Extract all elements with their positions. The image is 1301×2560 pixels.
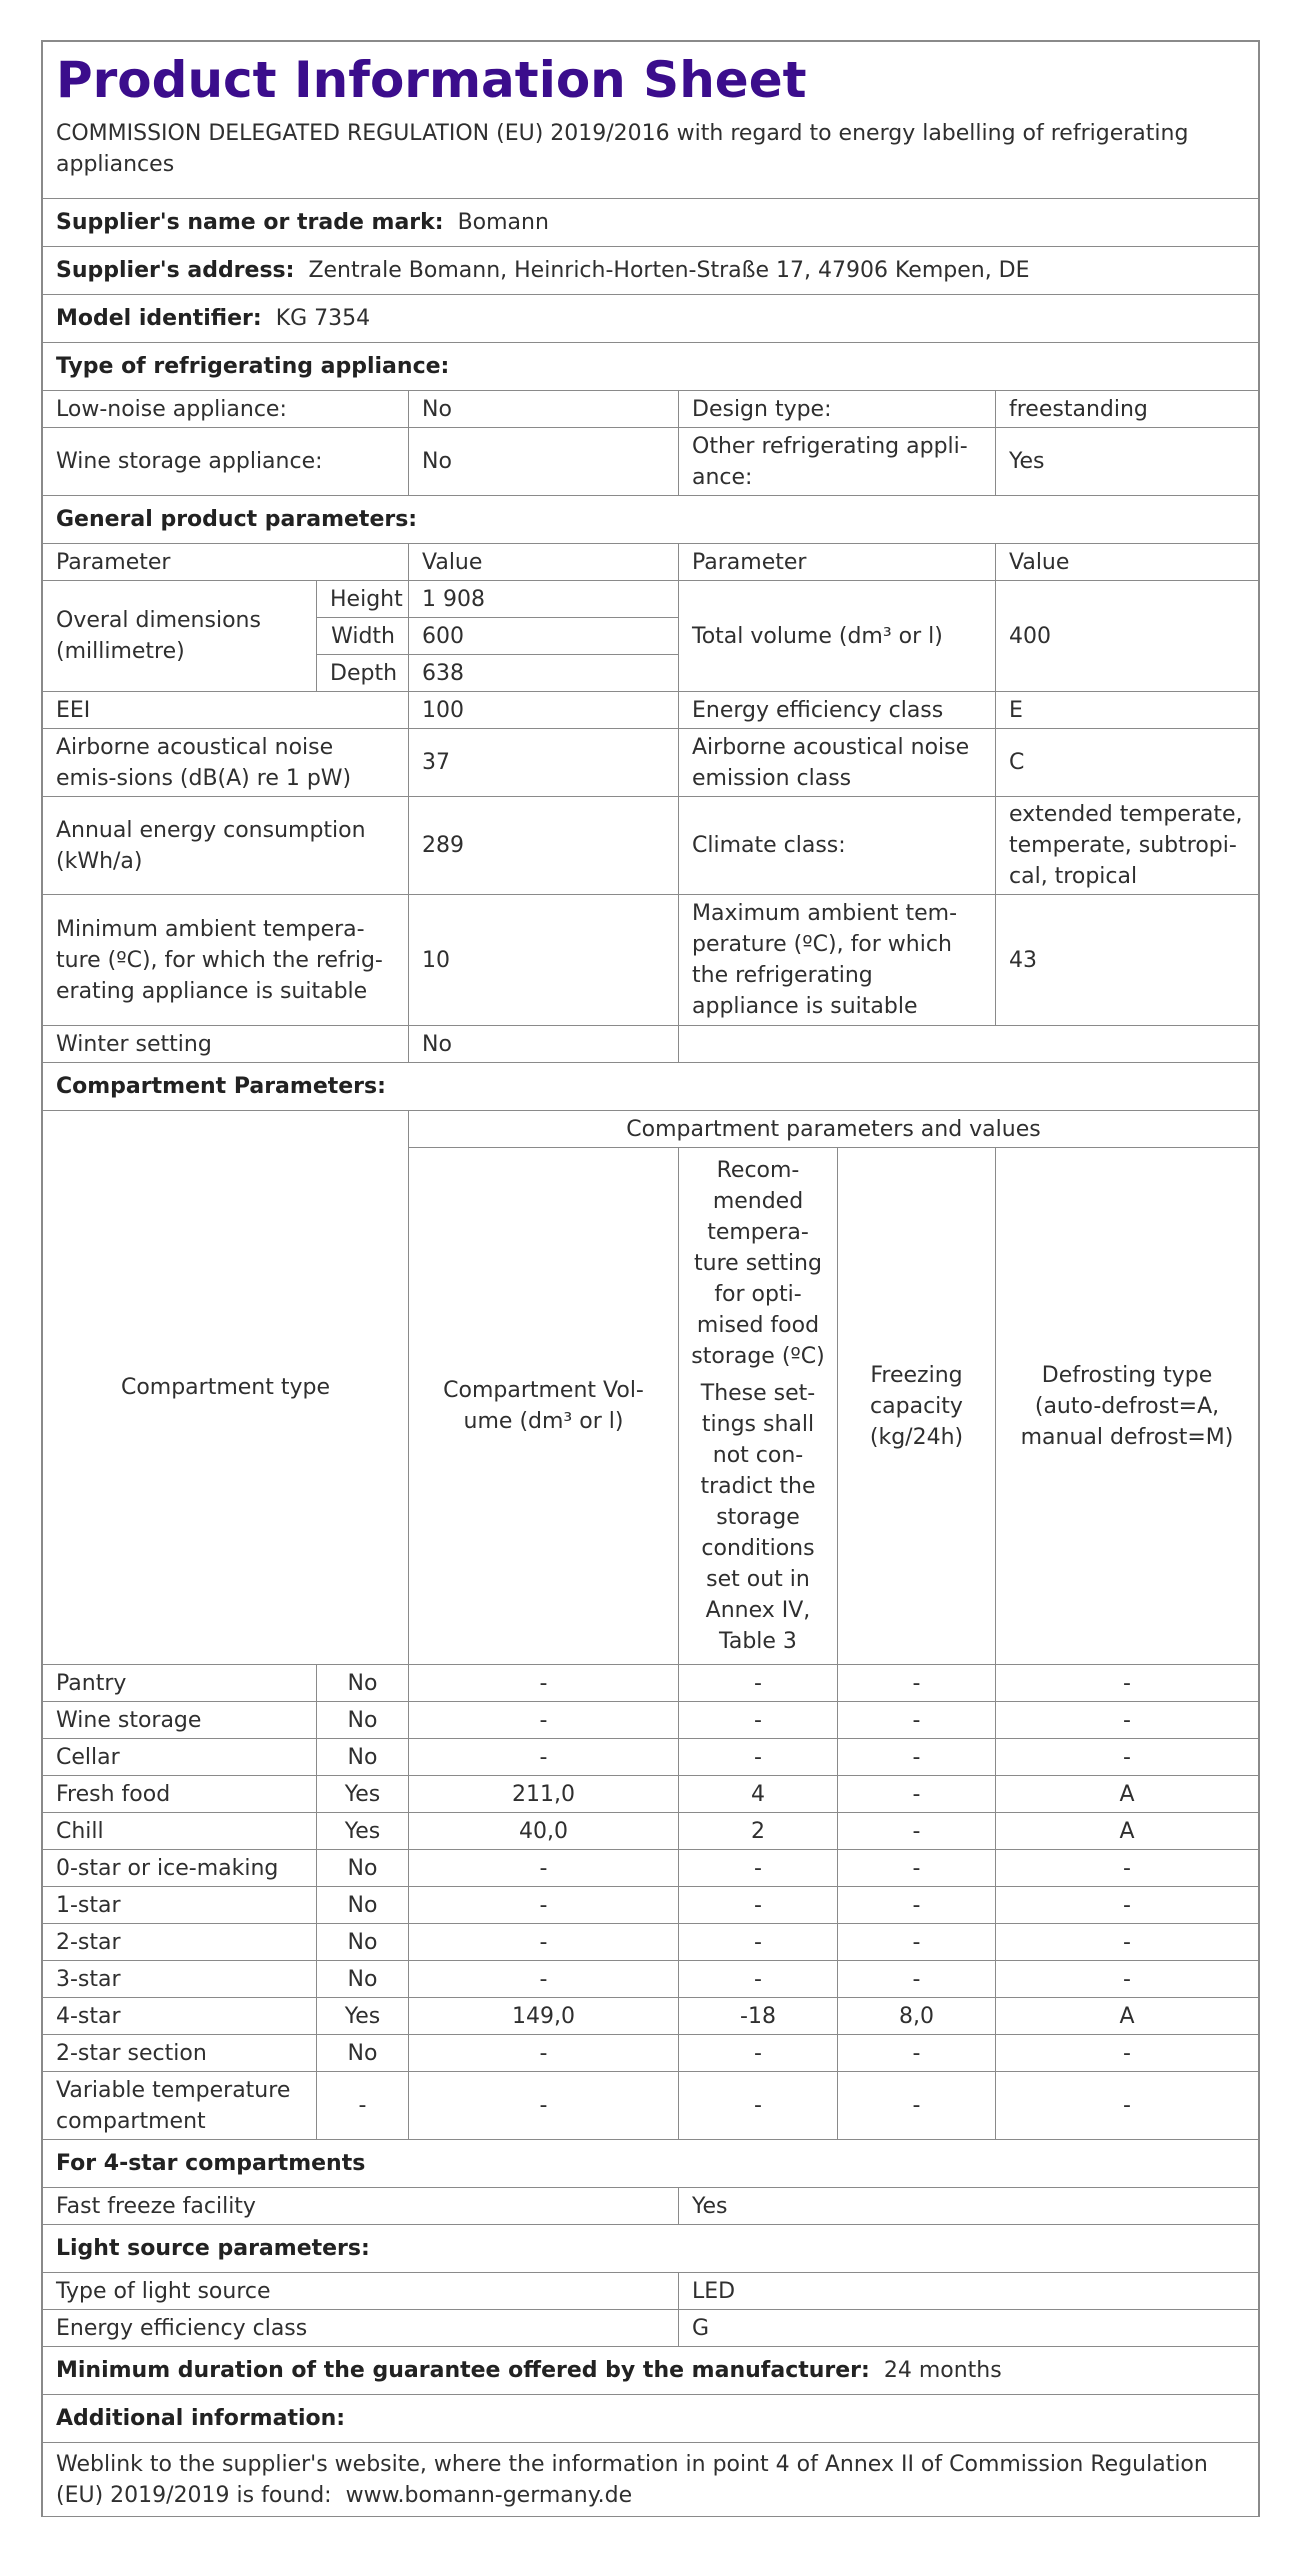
model-value: KG 7354 [275,306,371,331]
compartment-heading: Compartment Parameters: [43,1063,1259,1111]
compartment-defrost: - [996,1961,1259,1998]
supplier-row [43,199,1259,247]
compartment-name: Pantry [43,1665,317,1702]
winter-setting-value: No [409,1026,679,1063]
compartment-freezing: 8,0 [838,1998,996,2035]
compartment-row [43,1850,1259,1887]
compartment-row [43,1887,1259,1924]
compartment-volume: - [409,1924,679,1961]
fast-freeze-label: Fast freeze facility [43,2188,679,2225]
depth-label: Depth [317,655,409,692]
compartment-group-header: Compartment parameters and values [409,1111,1259,1148]
compartment-present: No [317,1961,409,1998]
compartment-name: Chill [43,1813,317,1850]
eec-value: E [996,692,1259,729]
compartment-row [43,2035,1259,2072]
param-header-2: Parameter [679,544,996,581]
compartment-freezing: - [838,1887,996,1924]
compartment-present: No [317,1924,409,1961]
width-label: Width [317,618,409,655]
compartment-temp: 4 [679,1776,838,1813]
design-type-label: Design type: [679,391,996,428]
guarantee-row [43,2347,1259,2395]
wine-storage-value: No [409,428,679,496]
compartment-freezing: - [838,2072,996,2140]
address-value: Zentrale Bomann, Heinrich-Horten-Straße 17, 47906 Kempen, DE [308,258,1030,283]
compartment-defrost: - [996,1739,1259,1776]
compartment-present: No [317,1665,409,1702]
eei-value: 100 [409,692,679,729]
additional-heading: Additional information: [43,2395,1259,2443]
compartment-freezing: - [838,1850,996,1887]
compartment-volume: - [409,1739,679,1776]
compartment-freezing: - [838,1961,996,1998]
height-label: Height [317,581,409,618]
compartment-temp: -18 [679,1998,838,2035]
address-row [43,247,1259,295]
compartment-temp: - [679,1887,838,1924]
compartment-name: 4-star [43,1998,317,2035]
address-label: Supplier's address: [56,258,295,283]
model-label: Model identifier: [56,306,262,331]
recommended-temp-text: Recom-mended tempera-ture setting for opti-mised food storage (ºC) [691,1158,825,1369]
height-value: 1 908 [409,581,679,618]
recommended-temp-header [679,1148,838,1665]
compartment-name: 0-star or ice-making [43,1850,317,1887]
compartment-volume: - [409,1702,679,1739]
climate-class-label: Climate class: [679,797,996,895]
other-appliance-value: Yes [996,428,1259,496]
compartment-temp: - [679,1665,838,1702]
compartment-freezing: - [838,1739,996,1776]
info-table [42,41,1259,2517]
compartment-present: No [317,2035,409,2072]
regulation-subtitle: COMMISSION DELEGATED REGULATION (EU) 2019/2016 with regard to energy labelling of refrigerating appliances [56,121,1189,177]
compartment-volume: - [409,1887,679,1924]
low-noise-label: Low-noise appliance: [43,391,409,428]
compartment-present: - [317,2072,409,2140]
compartment-name: Variable temperature compartment [43,2072,317,2140]
weblink-row [43,2443,1259,2517]
compartment-defrost: - [996,1665,1259,1702]
compartment-freezing: - [838,2035,996,2072]
type-heading: Type of refrigerating appliance: [43,343,1259,391]
compartment-defrost: - [996,1924,1259,1961]
settings-note-text: These set-tings shall not con-tradict the storage conditions set out in Annex IV, Table 3 [700,1381,816,1654]
compartment-present: Yes [317,1813,409,1850]
light-class-value: G [679,2310,1259,2347]
compartment-volume: - [409,2035,679,2072]
compartment-temp: - [679,1961,838,1998]
compartment-defrost: - [996,1887,1259,1924]
compartment-freezing: - [838,1702,996,1739]
climate-class-value: extended temperate, temperate, subtropi-cal, tropical [996,797,1259,895]
width-value: 600 [409,618,679,655]
noise-label: Airborne acoustical noise emis-sions (dB(A) re 1 pW) [43,729,409,797]
noise-class-label: Airborne acoustical noise emission class [679,729,996,797]
compartment-row [43,1702,1259,1739]
value-header-2: Value [996,544,1259,581]
volume-header: Compartment Vol-ume (dm³ or l) [409,1148,679,1665]
light-type-value: LED [679,2273,1259,2310]
compartment-temp: - [679,1739,838,1776]
compartment-present: No [317,1702,409,1739]
defrost-type-header: Defrosting type (auto-defrost=A, manual defrost=M) [996,1148,1259,1665]
four-star-heading: For 4-star compartments [43,2140,1259,2188]
compartment-freezing: - [838,1665,996,1702]
param-header: Parameter [43,544,409,581]
compartment-name: 3-star [43,1961,317,1998]
value-header: Value [409,544,679,581]
low-noise-value: No [409,391,679,428]
compartment-present: Yes [317,1776,409,1813]
compartment-row [43,1924,1259,1961]
compartment-volume: - [409,1665,679,1702]
compartment-rows [43,1665,1259,2140]
compartment-volume: 149,0 [409,1998,679,2035]
compartment-defrost: A [996,1776,1259,1813]
other-appliance-label: Other refrigerating appli-ance: [679,428,996,496]
max-temp-label: Maximum ambient tem-perature (ºC), for which the refrigerating appliance is suitable [679,895,996,1026]
noise-value: 37 [409,729,679,797]
compartment-name: 2-star [43,1924,317,1961]
header-cell [43,42,1259,199]
compartment-temp: - [679,1924,838,1961]
compartment-present: No [317,1739,409,1776]
wine-storage-label: Wine storage appliance: [43,428,409,496]
compartment-row [43,1813,1259,1850]
compartment-name: Wine storage [43,1702,317,1739]
compartment-temp: - [679,2072,838,2140]
compartment-defrost: - [996,1850,1259,1887]
winter-setting-label: Winter setting [43,1026,409,1063]
min-temp-label: Minimum ambient tempera-ture (ºC), for which the refrig-erating appliance is suitable [43,895,409,1026]
compartment-freezing: - [838,1776,996,1813]
compartment-temp: - [679,1850,838,1887]
model-row [43,295,1259,343]
annual-energy-label: Annual energy consumption (kWh/a) [43,797,409,895]
fast-freeze-value: Yes [679,2188,1259,2225]
compartment-volume: - [409,2072,679,2140]
guarantee-label: Minimum duration of the guarantee offered by the manufacturer: [56,2358,870,2383]
compartment-freezing: - [838,1924,996,1961]
weblink-text: Weblink to the supplier's website, where the information in point 4 of Annex II of Commission Regulation (EU) 2019/2019 is found: [56,2451,1208,2508]
compartment-row [43,1776,1259,1813]
compartment-volume: - [409,1961,679,1998]
compartment-row [43,1998,1259,2035]
compartment-defrost: - [996,2072,1259,2140]
compartment-name: Fresh food [43,1776,317,1813]
compartment-name: 1-star [43,1887,317,1924]
design-type-value: freestanding [996,391,1259,428]
freezing-capacity-header: Freezing capacity (kg/24h) [838,1148,996,1665]
compartment-temp: - [679,1702,838,1739]
light-heading: Light source parameters: [43,2225,1259,2273]
compartment-defrost: A [996,1998,1259,2035]
compartment-present: No [317,1850,409,1887]
compartment-defrost: A [996,1813,1259,1850]
eec-label: Energy efficiency class [679,692,996,729]
product-information-sheet [41,40,1260,2517]
total-volume-value: 400 [996,581,1259,692]
compartment-volume: 211,0 [409,1776,679,1813]
light-type-label: Type of light source [43,2273,679,2310]
compartment-volume: 40,0 [409,1813,679,1850]
compartment-present: No [317,1887,409,1924]
compartment-temp: - [679,2035,838,2072]
max-temp-value: 43 [996,895,1259,1026]
compartment-name: Cellar [43,1739,317,1776]
total-volume-label: Total volume (dm³ or l) [679,581,996,692]
compartment-name: 2-star section [43,2035,317,2072]
supplier-label: Supplier's name or trade mark: [56,210,444,235]
compartment-freezing: - [838,1813,996,1850]
general-heading: General product parameters: [43,496,1259,544]
annual-energy-value: 289 [409,797,679,895]
compartment-row [43,1665,1259,1702]
compartment-temp: 2 [679,1813,838,1850]
eei-label: EEI [43,692,409,729]
guarantee-value: 24 months [883,2358,1002,2383]
compartment-defrost: - [996,1702,1259,1739]
depth-value: 638 [409,655,679,692]
weblink-url[interactable]: www.bomann-germany.de [345,2482,633,2508]
noise-class-value: C [996,729,1259,797]
min-temp-value: 10 [409,895,679,1026]
dimensions-label: Overal dimensions (millimetre) [43,581,317,692]
page-title: Product Information Sheet [56,51,807,109]
compartment-row [43,1961,1259,1998]
compartment-row [43,2072,1259,2140]
supplier-value: Bomann [457,210,549,235]
empty-cell [679,1026,1259,1063]
compartment-row [43,1739,1259,1776]
compartment-present: Yes [317,1998,409,2035]
compartment-volume: - [409,1850,679,1887]
compartment-type-header: Compartment type [43,1111,409,1665]
compartment-defrost: - [996,2035,1259,2072]
light-class-label: Energy efficiency class [43,2310,679,2347]
